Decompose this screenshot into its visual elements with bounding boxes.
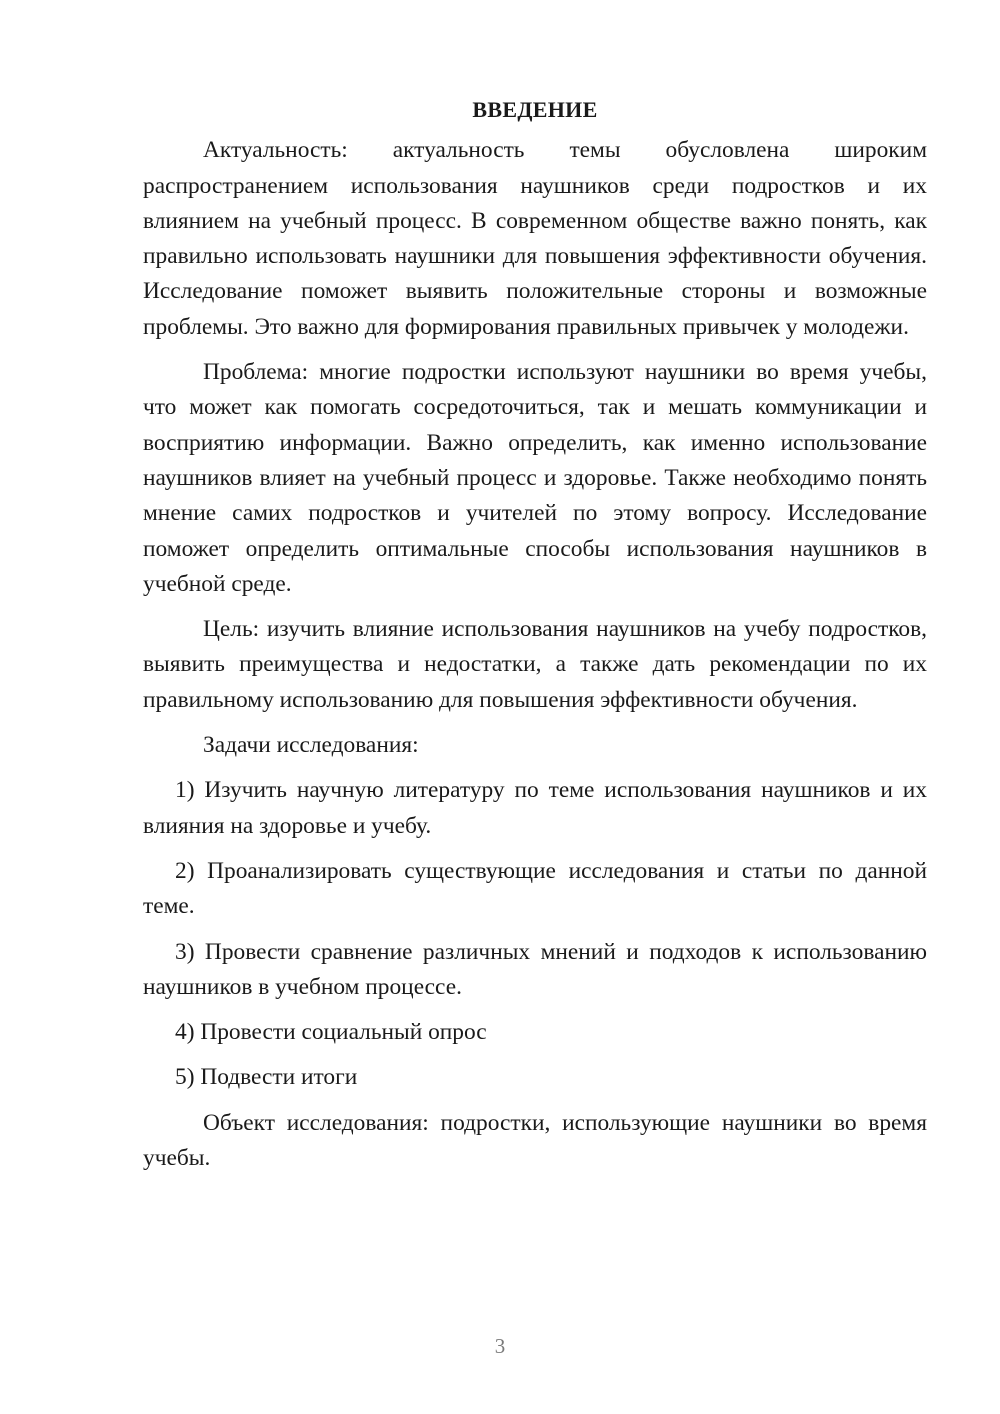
page-title: ВВЕДЕНИЕ	[472, 97, 598, 122]
page-content	[143, 92, 927, 1186]
tasks-heading: Задачи исследования:	[203, 732, 419, 759]
problem-paragraph: Проблема: многие подростки используют наушники во время учебы, что может как помогать сосредоточиться, так и мешать коммуникации и восприятию информации. Важно определить, как именно использование наушников влияет на учебный процесс и здоровье. Также необходимо понять мнение самих подростков и учителей по этому вопросу. Исследование поможет определить оптимальные способы использования наушников в учебной среде.	[143, 359, 927, 597]
page-number: 3	[494, 1334, 506, 1358]
list-item: 4) Провести социальный опрос	[175, 1019, 487, 1046]
goal-paragraph: Цель: изучить влияние использования наушников на учебу подростков, выявить преимущества и недостатки, а также дать рекомендации по их правильному использованию для повышения эффективности обучения.	[143, 616, 927, 713]
list-item: 3) Провести сравнение различных мнений и подходов к использованию наушников в учебном процессе.	[143, 938, 927, 1000]
list-item: 2) Проанализировать существующие исследования и статьи по данной теме.	[143, 857, 927, 920]
object-paragraph: Объект исследования: подростки, использующие наушники во время учебы.	[143, 1109, 927, 1172]
relevance-paragraph: Актуальность: актуальность темы обусловлена широким распространением использования наушников среди подростков и их влиянием на учебный процесс. В современном обществе важно понять, как правильно использовать наушники для повышения эффективности обучения. Исследование поможет выявить положительные стороны и возможные проблемы. Это важно для формирования правильных привычек у молодежи.	[143, 137, 927, 340]
list-item: 5) Подвести итоги	[175, 1064, 358, 1091]
list-item: 1) Изучить научную литературу по теме использования наушников и их влияния на здоровье и учебу.	[143, 777, 927, 839]
tasks-list	[143, 773, 927, 1095]
